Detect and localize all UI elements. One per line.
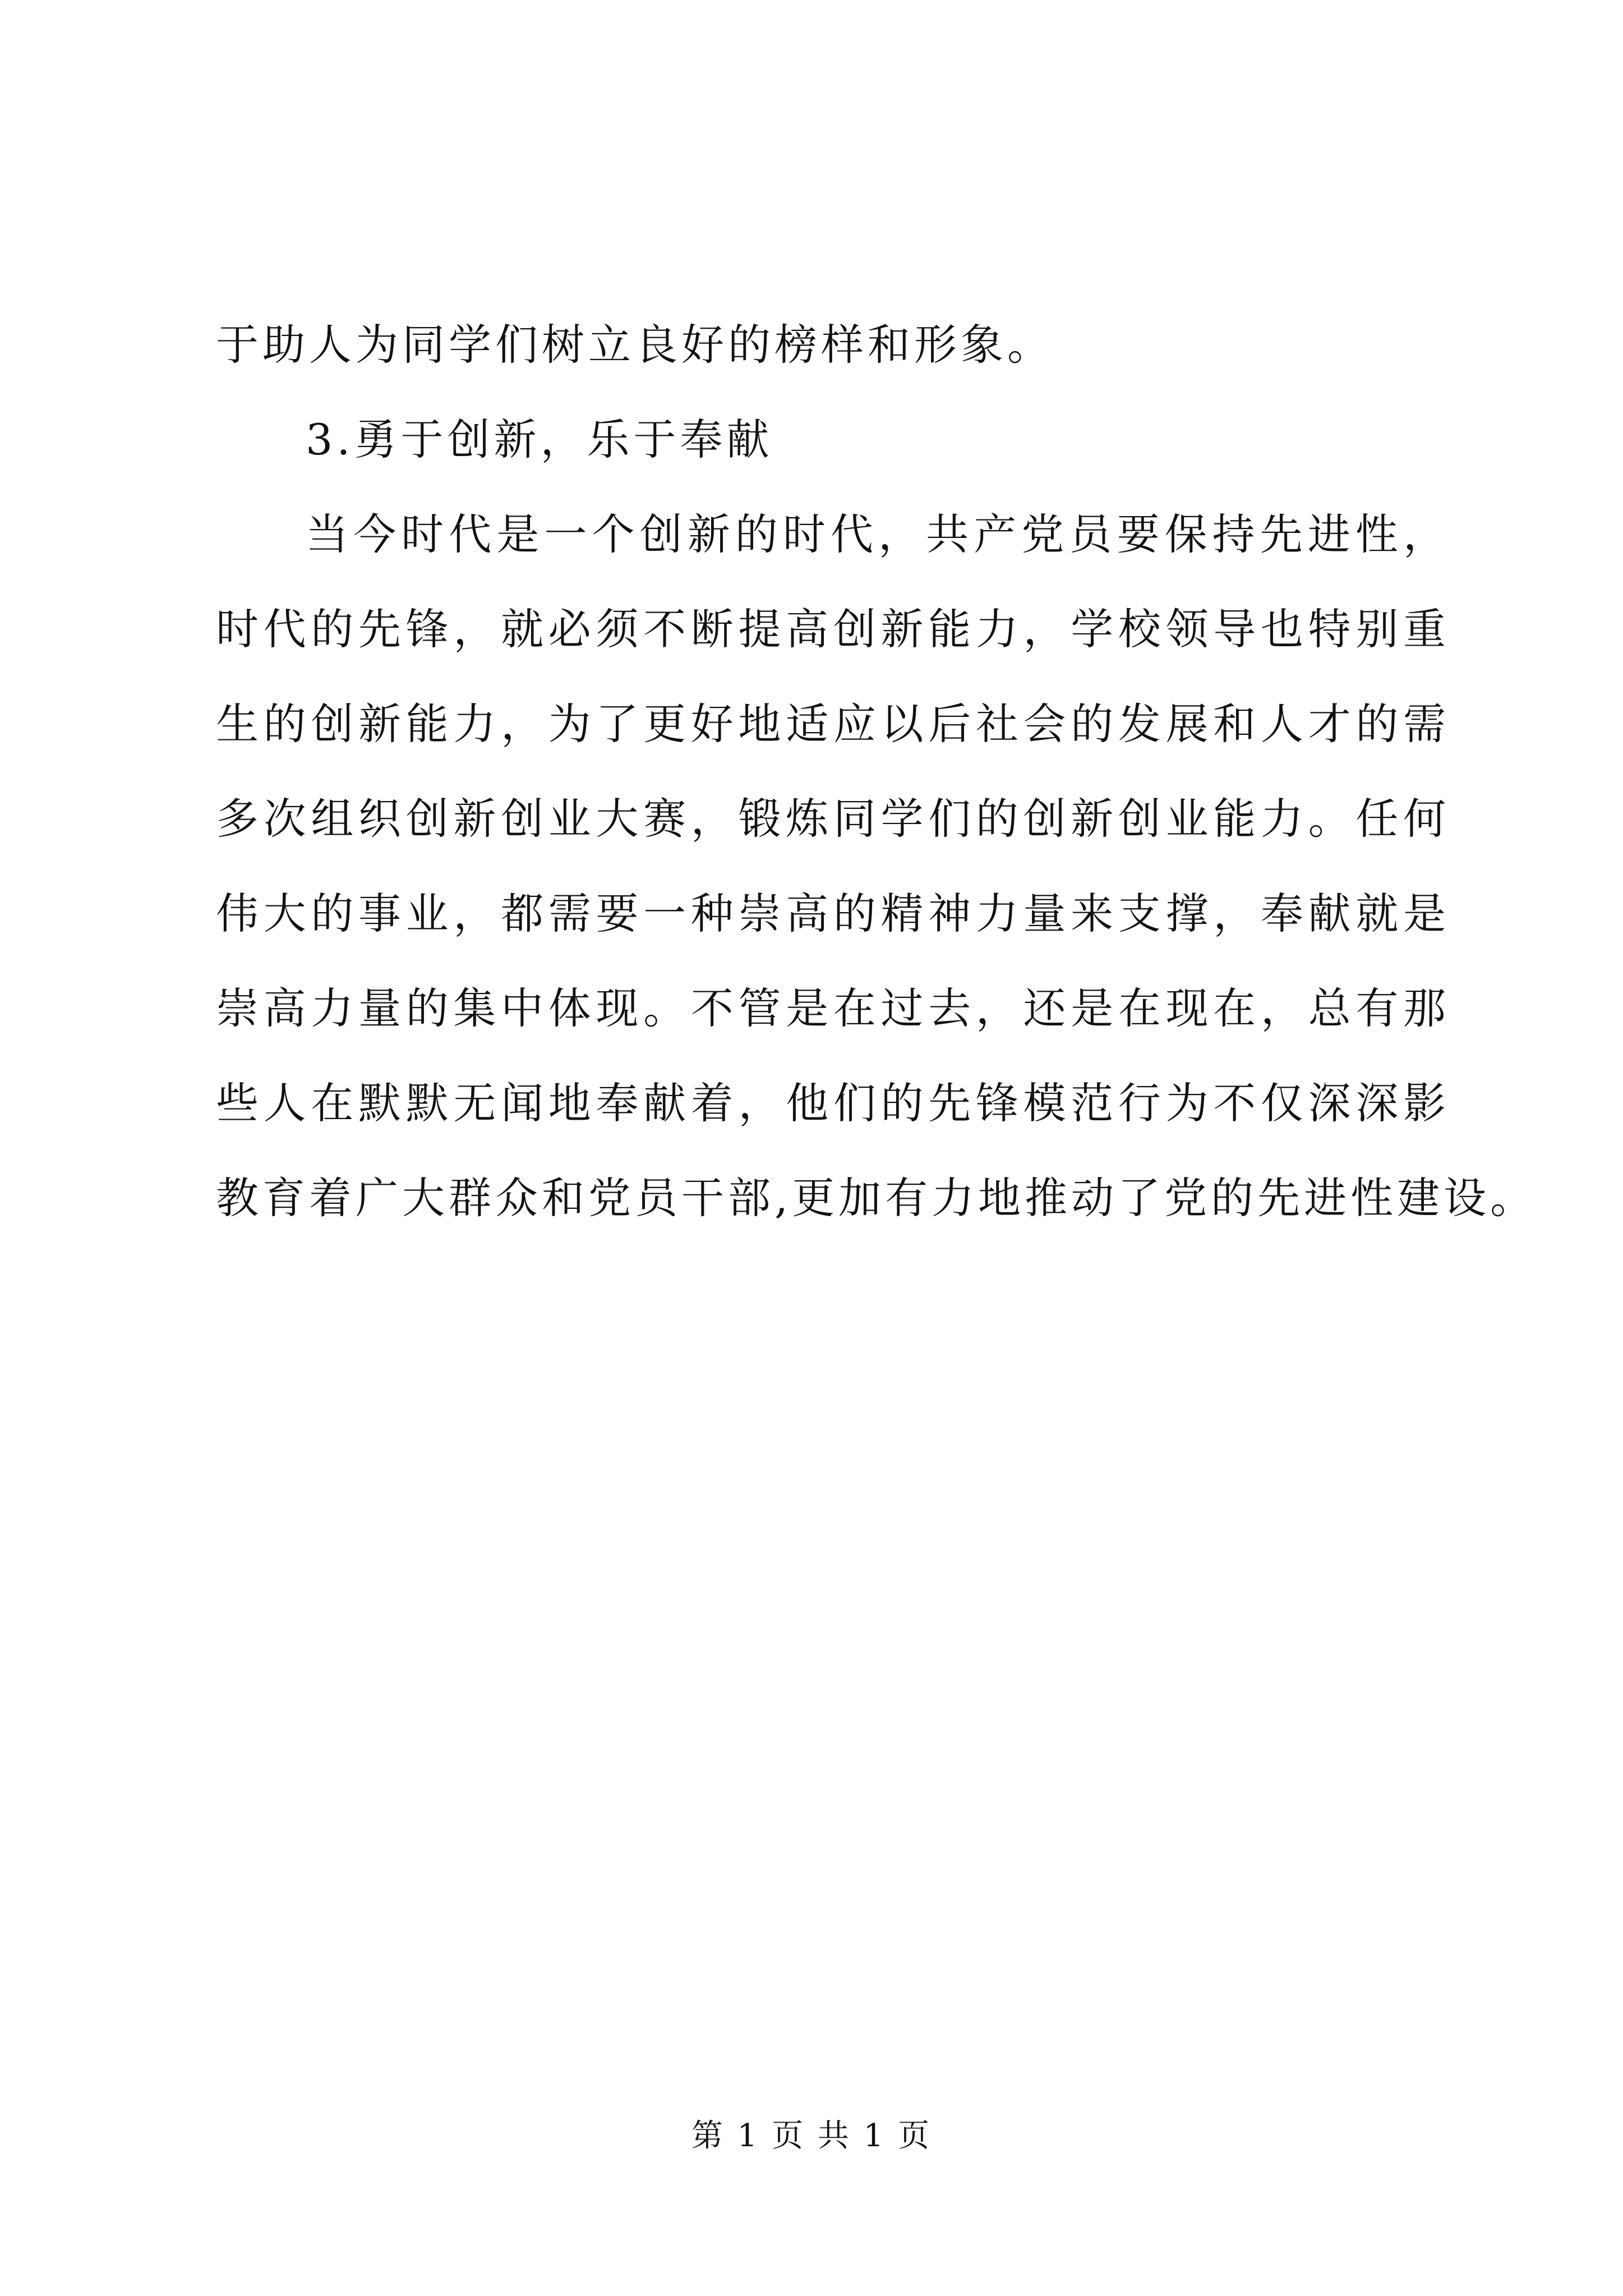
paragraph-line: 生的创新能力，为了更好地适应以后社会的发展和人才的需 (216, 699, 1450, 749)
paragraph-line: 多次组织创新创业大赛，锻炼同学们的创新创业能力。任何 (216, 794, 1450, 844)
paragraph-line: 当今时代是一个创新的时代，共产党员要保持先进性， (306, 509, 1450, 559)
document-body (216, 297, 1537, 1245)
section-heading: 3.勇于创新，乐于奉献 (306, 415, 773, 464)
paragraph-line: 教育着广大群众和党员干部,更加有力地推动了党的先进性建设。 (216, 1173, 1537, 1223)
page-number-footer: 第 1 页 共 1 页 (691, 2118, 932, 2154)
paragraph-line: 于助人为同学们树立良好的榜样和形象。 (216, 320, 1054, 370)
paragraph-line: 时代的先锋，就必须不断提高创新能力，学校领导也特别重 (216, 604, 1450, 654)
paragraph-line: 崇高力量的集中体现。不管是在过去，还是在现在，总有那 (216, 983, 1450, 1033)
paragraph-line: 些人在默默无闻地奉献着，他们的先锋模范行为不仅深深影 (216, 1078, 1450, 1128)
paragraph-line: 伟大的事业，都需要一种崇高的精神力量来支撑，奉献就是 (216, 889, 1450, 938)
